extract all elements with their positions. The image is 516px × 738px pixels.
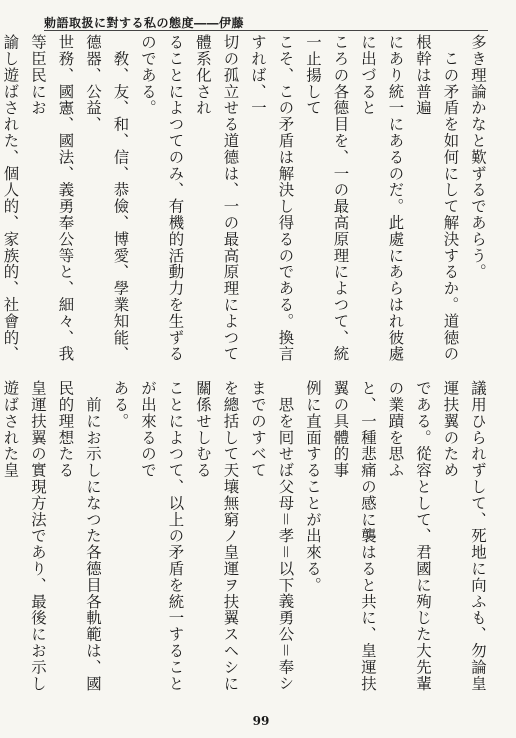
running-header: 勅語取扱に對する私の態度――伊藤 [44, 16, 245, 30]
page-number: 99 [252, 714, 270, 728]
upper-text-column: 多き理論かなと歎ずるであらう。 この矛盾を如何にして解決するか。道徳の根幹は普遍 にあり統一にあるのだ。此處にあらはれ彼處に出づると ころの各德目を、一の最高原理によつて、統一止揚して こそ、この矛盾は解決し得るのである。換言すれば、一 切の孤立せる道德は、一の最高原理によつて體系化され ることによつてのみ、有機的活動力を生ずるのである。 敎、友、和、信、恭儉、博愛、學業知能、德器、公益、 世務、國憲、國法、義勇奉公等と、細々、我等臣民にお 諭し遊ばされた、個人的、家族的、社會的、 [1, 34, 487, 362]
header-rule [44, 30, 488, 31]
lower-text-column: 議用ひられずして、死地に向ふも、勿論皇運扶翼のため である。從容として、君國に殉じた大先輩の業蹟を思ふ と、一種悲痛の感に襲はると共に、皇運扶翼の具體的事 例に直面することが出來る。 思を囘せば父母＝孝＝以下義勇公＝奉シまでのすべて を總括して天壤無窮ノ皇運ヲ扶翼スヘシに關係せしむる ことによつて、以上の矛盾を統一することが出來るので ある。 前にお示しになつた各德目各軌範は、國民的理想たる 皇運扶翼の實現方法であり、最後にお示し遊ばされた皇 [1, 380, 487, 692]
